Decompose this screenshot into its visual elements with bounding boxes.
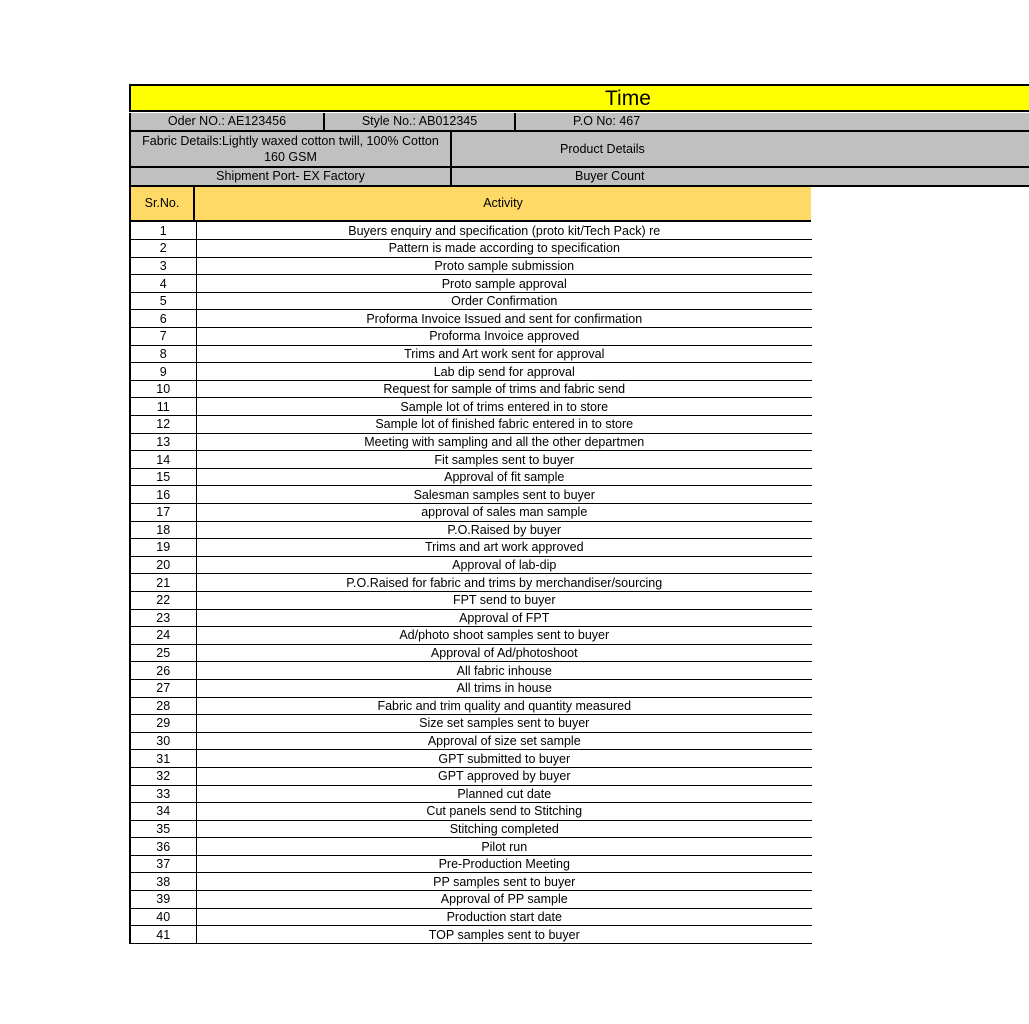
sr-no-cell[interactable]: 4 [130,275,196,293]
sr-no-cell[interactable]: 40 [130,908,196,926]
sr-no-cell[interactable]: 41 [130,926,196,944]
sr-no-cell[interactable]: 3 [130,257,196,275]
buyer-country-text: Buyer Count [575,169,645,183]
activity-cell[interactable]: All trims in house [196,679,812,697]
sr-no-cell[interactable]: 10 [130,380,196,398]
activity-cell[interactable]: All fabric inhouse [196,662,812,680]
sr-no-cell[interactable]: 5 [130,292,196,310]
table-row [130,591,812,609]
sr-no-cell[interactable]: 28 [130,697,196,715]
table-row [130,380,812,398]
sr-no-cell[interactable]: 39 [130,891,196,909]
sr-no-cell[interactable]: 37 [130,855,196,873]
sr-no-cell[interactable]: 25 [130,644,196,662]
activity-cell[interactable]: approval of sales man sample [196,504,812,522]
activity-cell[interactable]: Approval of fit sample [196,468,812,486]
activity-cell[interactable]: GPT submitted to buyer [196,750,812,768]
activity-cell[interactable]: Size set samples sent to buyer [196,715,812,733]
table-row [130,521,812,539]
table-row [130,292,812,310]
sr-no-cell[interactable]: 17 [130,504,196,522]
sr-no-cell[interactable]: 35 [130,820,196,838]
activity-cell[interactable]: Salesman samples sent to buyer [196,486,812,504]
activity-cell[interactable]: P.O.Raised for fabric and trims by merchandiser/sourcing [196,574,812,592]
table-row [130,451,812,469]
activity-cell[interactable]: Proto sample submission [196,257,812,275]
title-bar [129,84,1029,112]
sr-no-cell[interactable]: 6 [130,310,196,328]
activity-cell[interactable]: Sample lot of trims entered in to store [196,398,812,416]
activity-cell[interactable]: Planned cut date [196,785,812,803]
activity-cell[interactable]: Pilot run [196,838,812,856]
product-details-text: Product Details [560,142,645,156]
table-row [130,855,812,873]
activity-cell[interactable]: P.O.Raised by buyer [196,521,812,539]
activity-cell[interactable]: Trims and art work approved [196,539,812,557]
sr-no-cell[interactable]: 24 [130,627,196,645]
activity-cell[interactable]: Production start date [196,908,812,926]
sr-no-cell[interactable]: 29 [130,715,196,733]
table-row [130,363,812,381]
sr-no-cell[interactable]: 12 [130,416,196,434]
sr-no-cell[interactable]: 2 [130,240,196,258]
activity-cell[interactable]: Order Confirmation [196,292,812,310]
activity-cell[interactable]: Pre-Production Meeting [196,855,812,873]
activity-cell[interactable]: Fit samples sent to buyer [196,451,812,469]
table-row [130,468,812,486]
table-row [130,697,812,715]
order-number-cell[interactable]: Oder NO.: AE123456 [129,113,325,132]
activity-cell[interactable]: Approval of PP sample [196,891,812,909]
activity-cell[interactable]: Stitching completed [196,820,812,838]
table-row [130,891,812,909]
table-row [130,644,812,662]
table-row [130,504,812,522]
table-row [130,715,812,733]
sr-no-cell[interactable]: 22 [130,591,196,609]
table-row [130,539,812,557]
buyer-country-cell[interactable] [452,168,1029,187]
activity-cell[interactable]: GPT approved by buyer [196,767,812,785]
sr-no-cell[interactable]: 15 [130,468,196,486]
sr-no-cell[interactable]: 18 [130,521,196,539]
column-header-activity[interactable]: Activity [195,187,811,222]
sr-no-cell[interactable]: 8 [130,345,196,363]
table-row [130,345,812,363]
activity-table-body [130,222,812,943]
table-row [130,627,812,645]
table-row [130,486,812,504]
sr-no-cell[interactable]: 30 [130,732,196,750]
sr-no-cell[interactable]: 32 [130,767,196,785]
activity-cell[interactable]: Approval of lab-dip [196,556,812,574]
spreadsheet-view [129,84,663,945]
activity-cell[interactable]: Cut panels send to Stitching [196,803,812,821]
sr-no-cell[interactable]: 7 [130,328,196,346]
activity-cell[interactable]: FPT send to buyer [196,591,812,609]
sr-no-cell[interactable]: 34 [130,803,196,821]
sr-no-cell[interactable]: 16 [130,486,196,504]
sr-no-cell[interactable]: 31 [130,750,196,768]
po-number-cell[interactable] [516,113,1029,132]
sr-no-cell[interactable]: 14 [130,451,196,469]
table-row [130,926,812,944]
table-row [130,785,812,803]
table-row [130,257,812,275]
table-row [130,609,812,627]
activity-cell[interactable]: Meeting with sampling and all the other departmen [196,433,812,451]
table-row [130,679,812,697]
activity-cell[interactable]: Sample lot of finished fabric entered in to store [196,416,812,434]
sr-no-cell[interactable]: 36 [130,838,196,856]
column-header-sr-no[interactable]: Sr.No. [129,187,195,222]
activity-cell[interactable]: Proforma Invoice Issued and sent for confirmation [196,310,812,328]
table-row [130,433,812,451]
product-details-cell[interactable] [452,132,1029,168]
activity-cell[interactable]: Approval of size set sample [196,732,812,750]
activity-cell[interactable]: Trims and Art work sent for approval [196,345,812,363]
table-row [130,416,812,434]
sheet-title: Time [605,87,651,110]
activity-table [129,222,812,944]
sr-no-cell[interactable]: 1 [130,222,196,240]
sr-no-cell[interactable]: 23 [130,609,196,627]
sr-no-cell[interactable]: 13 [130,433,196,451]
table-row [130,820,812,838]
table-row [130,574,812,592]
table-row [130,873,812,891]
table-row [130,310,812,328]
activity-cell[interactable]: Approval of Ad/photoshoot [196,644,812,662]
activity-cell[interactable]: PP samples sent to buyer [196,873,812,891]
table-row [130,240,812,258]
activity-cell[interactable]: Proto sample approval [196,275,812,293]
table-row [130,908,812,926]
po-number-text: P.O No: 467 [573,114,641,128]
sr-no-cell[interactable]: 27 [130,679,196,697]
table-row [130,732,812,750]
table-row [130,662,812,680]
table-row [130,275,812,293]
sr-no-cell[interactable]: 19 [130,539,196,557]
activity-cell[interactable]: Approval of FPT [196,609,812,627]
sr-no-cell[interactable]: 9 [130,363,196,381]
table-row [130,803,812,821]
activity-cell[interactable]: Pattern is made according to specification [196,240,812,258]
table-row [130,328,812,346]
activity-cell[interactable]: Fabric and trim quality and quantity measured [196,697,812,715]
activity-cell[interactable]: Ad/photo shoot samples sent to buyer [196,627,812,645]
activity-cell[interactable]: Buyers enquiry and specification (proto kit/Tech Pack) re [196,222,812,240]
sr-no-cell[interactable]: 21 [130,574,196,592]
activity-cell[interactable]: TOP samples sent to buyer [196,926,812,944]
table-row [130,398,812,416]
sr-no-cell[interactable]: 26 [130,662,196,680]
table-row [130,222,812,240]
table-row [130,767,812,785]
style-number-cell[interactable]: Style No.: AB012345 [325,113,516,132]
sr-no-cell[interactable]: 33 [130,785,196,803]
sr-no-cell[interactable]: 38 [130,873,196,891]
activity-cell[interactable]: Proforma Invoice approved [196,328,812,346]
shipment-port-cell[interactable]: Shipment Port- EX Factory [129,168,452,187]
fabric-details-cell[interactable]: Fabric Details:Lightly waxed cotton twill, 100% Cotton 160 GSM [129,132,452,168]
table-row [130,750,812,768]
sr-no-cell[interactable]: 11 [130,398,196,416]
table-row [130,838,812,856]
sr-no-cell[interactable]: 20 [130,556,196,574]
activity-cell[interactable]: Lab dip send for approval [196,363,812,381]
activity-cell[interactable]: Request for sample of trims and fabric send [196,380,812,398]
table-row [130,556,812,574]
